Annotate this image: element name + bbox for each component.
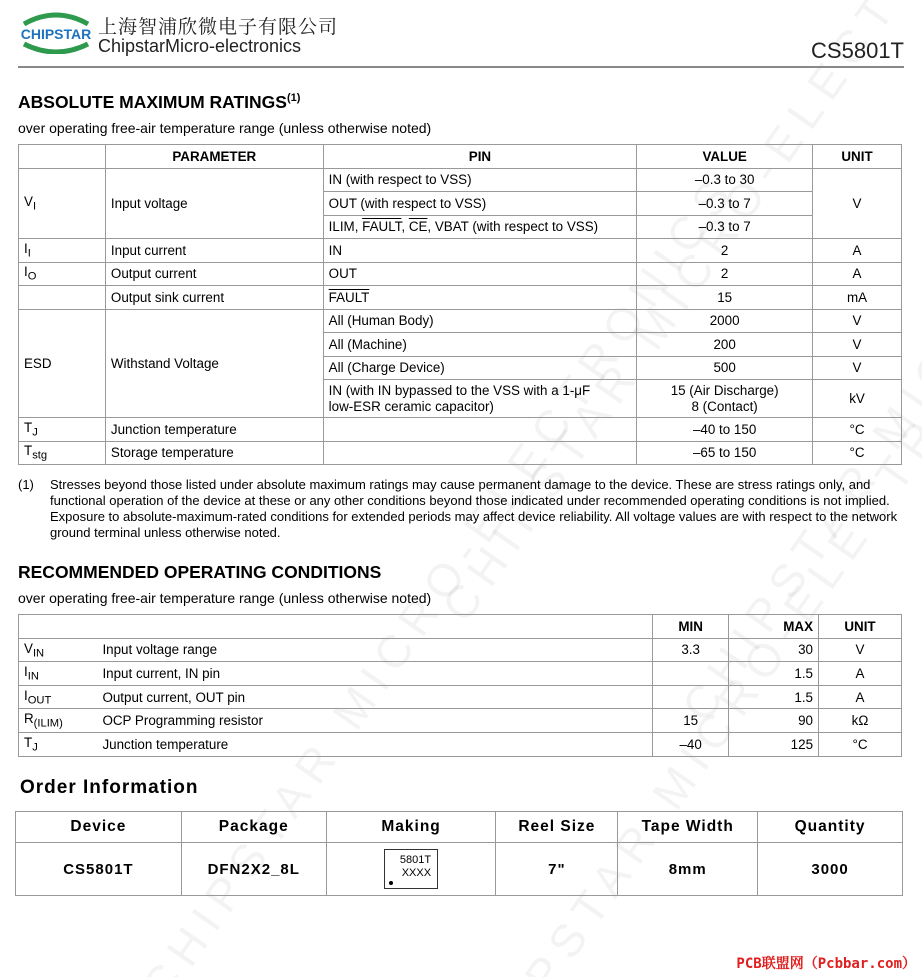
value-cell: 200 [637, 333, 813, 357]
order-info-title: Order Information [20, 777, 199, 798]
max-cell: 90 [729, 709, 819, 733]
footnote-text: Stresses beyond those listed under absolute maximum ratings may cause permanent damage to the device. These are stress ratings only, and functional operation of the device at these or any other conditions beyond those indicated under recommended operating conditions is not implied. Exposure to absolute-maximum-rated conditions for extended periods may affect device reliability. All voltage values are with respect to the network ground terminal unless otherwise noted. [50, 477, 898, 540]
value-cell: 15 (Air Discharge) 8 (Contact) [637, 380, 813, 418]
header-unit: UNIT [813, 145, 902, 169]
max-cell: 1.5 [729, 662, 819, 686]
logo-text: CHIPSTAR [20, 26, 92, 42]
tape-width-cell: 8mm [618, 843, 758, 896]
pin-cell [323, 441, 637, 465]
unit-cell: V [819, 638, 902, 662]
table-row [19, 732, 902, 756]
table-row [19, 418, 902, 442]
chipstar-logo [18, 10, 94, 54]
unit-cell: V [813, 309, 902, 333]
min-cell: –40 [653, 732, 729, 756]
unit-cell: mA [813, 286, 902, 310]
max-cell: 30 [729, 638, 819, 662]
marking-cell [326, 843, 496, 896]
pin-cell: OUT (with respect to VSS) [323, 192, 637, 216]
unit-cell: V [813, 356, 902, 380]
symbol-cell: $I_{OUT}$ [19, 685, 98, 709]
unit-cell: kV [813, 380, 902, 418]
pin-cell [323, 418, 637, 442]
symbol-cell: $V_{IN}$ [19, 638, 98, 662]
desc-cell: Input voltage range [97, 638, 652, 662]
pin-cell: All (Charge Device) [323, 356, 637, 380]
pin-cell: IN [323, 239, 637, 263]
min-cell [653, 662, 729, 686]
document-header [0, 0, 922, 70]
symbol-tj: $T_J$ [19, 418, 106, 442]
quantity-cell: 3000 [758, 843, 903, 896]
marking-line-2: XXXX [401, 867, 432, 879]
header-symbol [19, 145, 106, 169]
header-value: VALUE [637, 145, 813, 169]
value-cell: –65 to 150 [637, 441, 813, 465]
footnote [18, 477, 902, 541]
unit-cell: A [813, 239, 902, 263]
amr-title-footnote: (1) [286, 92, 301, 105]
pin-cell: All (Machine) [323, 333, 637, 357]
footer-source-tag[interactable]: PCB联盟网（Pcbbar.com） [736, 956, 916, 972]
roc-title: RECOMMENDED OPERATING CONDITIONS [18, 562, 382, 582]
param-cell: Output current [105, 262, 323, 286]
footnote-number: (1) [18, 477, 34, 492]
param-cell: Storage temperature [105, 441, 323, 465]
value-cell: –40 to 150 [637, 418, 813, 442]
unit-cell: V [813, 333, 902, 357]
desc-cell: OCP Programming resistor [97, 709, 652, 733]
symbol-vi: $V_I$ [19, 168, 106, 239]
company-name-en: ChipstarMicro-electronics [98, 36, 302, 56]
company-name-cn: 上海智浦欣微电子有限公司 [98, 17, 339, 38]
table-row [19, 638, 902, 662]
symbol-io: $I_O$ [19, 262, 106, 286]
pin1-dot-icon [389, 881, 393, 885]
table-row [19, 685, 902, 709]
pin-cell: IN (with IN bypassed to the VSS with a 1-μF low-ESR ceramic capacitor) [323, 380, 637, 418]
min-cell [653, 685, 729, 709]
desc-cell: Output current, OUT pin [97, 685, 652, 709]
package-marking [384, 849, 438, 889]
roc-subtitle: over operating free-air temperature range (unless otherwise noted) [18, 590, 432, 606]
table-row [19, 286, 902, 310]
value-cell: 2000 [637, 309, 813, 333]
symbol-cell: $T_J$ [19, 732, 98, 756]
value-cell: 500 [637, 356, 813, 380]
pin-cell: IN (with respect to VSS) [323, 168, 637, 192]
package-cell: DFN2X2_8L [181, 843, 326, 896]
value-cell: 2 [637, 262, 813, 286]
value-cell: 15 [637, 286, 813, 310]
unit-cell: °C [813, 418, 902, 442]
param-withstand-voltage: Withstand Voltage [105, 309, 323, 418]
reel-size-cell: 7" [496, 843, 618, 896]
part-number: CS5801T [811, 38, 904, 63]
header-divider [18, 66, 904, 68]
table-row [16, 843, 903, 896]
pin-cell: All (Human Body) [323, 309, 637, 333]
pin-cell: FAULT [323, 286, 637, 310]
symbol-cell [19, 286, 106, 310]
device-cell: CS5801T [16, 843, 182, 896]
table-row [19, 309, 902, 333]
unit-cell: V [813, 168, 902, 239]
max-cell: 125 [729, 732, 819, 756]
header-blank [19, 615, 653, 639]
desc-cell: Input current, IN pin [97, 662, 652, 686]
header-parameter: PARAMETER [105, 145, 323, 169]
header-quantity: Quantity [758, 812, 903, 843]
unit-cell: A [819, 685, 902, 709]
header-min: MIN [653, 615, 729, 639]
min-cell: 3.3 [653, 638, 729, 662]
unit-cell: A [813, 262, 902, 286]
symbol-tstg: $T_{stg}$ [19, 441, 106, 465]
header-reel-size: Reel Size [496, 812, 618, 843]
header-package: Package [181, 812, 326, 843]
value-cell: 2 [637, 239, 813, 263]
table-row [19, 168, 902, 192]
unit-cell: °C [819, 732, 902, 756]
header-device: Device [16, 812, 182, 843]
param-input-voltage: Input voltage [105, 168, 323, 239]
table-row [19, 709, 902, 733]
pin-cell: OUT [323, 262, 637, 286]
header-unit: UNIT [819, 615, 902, 639]
max-cell: 1.5 [729, 685, 819, 709]
table-header-row [16, 812, 903, 843]
param-cell: Input current [105, 239, 323, 263]
header-max: MAX [729, 615, 819, 639]
header-tape-width: Tape Width [618, 812, 758, 843]
table-row [19, 662, 902, 686]
table-row [19, 262, 902, 286]
symbol-cell: $I_{IN}$ [19, 662, 98, 686]
value-cell: –0.3 to 7 [637, 215, 813, 239]
value-cell: –0.3 to 7 [637, 192, 813, 216]
unit-cell: °C [813, 441, 902, 465]
header-pin: PIN [323, 145, 637, 169]
unit-cell: kΩ [819, 709, 902, 733]
table-header-row [19, 145, 902, 169]
absolute-maximum-ratings-table [18, 144, 902, 465]
param-cell: Output sink current [105, 286, 323, 310]
symbol-esd: ESD [19, 309, 106, 418]
value-cell: –0.3 to 30 [637, 168, 813, 192]
param-cell: Junction temperature [105, 418, 323, 442]
table-row [19, 441, 902, 465]
desc-cell: Junction temperature [97, 732, 652, 756]
marking-line-1: 5801T [399, 854, 432, 866]
symbol-ii: $I_I$ [19, 239, 106, 263]
symbol-cell: $R_{(ILIM)}$ [19, 709, 98, 733]
recommended-operating-conditions-table [18, 614, 902, 757]
pin-cell: ILIM, FAULT, $\overline{CE}$, VBAT (with respect to VSS) [323, 215, 637, 239]
amr-title: ABSOLUTE MAXIMUM RATINGS$^{(1)}$ [18, 92, 301, 112]
header-making: Making [326, 812, 496, 843]
amr-subtitle: over operating free-air temperature range (unless otherwise noted) [18, 120, 432, 136]
unit-cell: A [819, 662, 902, 686]
table-header-row [19, 615, 902, 639]
order-information-table [15, 811, 903, 896]
table-row [19, 239, 902, 263]
min-cell: 15 [653, 709, 729, 733]
